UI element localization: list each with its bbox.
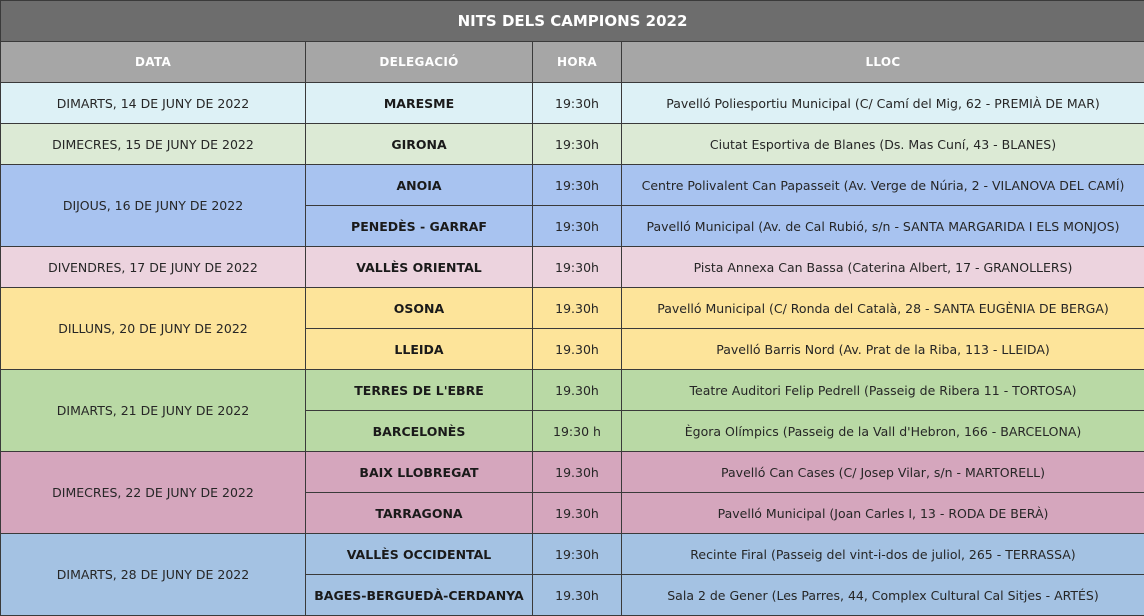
column-header-data: DATA — [1, 42, 306, 83]
time-cell: 19.30h — [533, 329, 622, 370]
time-cell: 19.30h — [533, 370, 622, 411]
time-cell: 19:30h — [533, 534, 622, 575]
time-cell: 19.30h — [533, 575, 622, 616]
time-cell: 19:30h — [533, 206, 622, 247]
time-cell: 19.30h — [533, 452, 622, 493]
place-cell: Centre Polivalent Can Papasseit (Av. Verge de Núria, 2 - VILANOVA DEL CAMÍ) — [622, 165, 1144, 206]
date-cell: DIMARTS, 21 DE JUNY DE 2022 — [1, 370, 306, 452]
table-row — [1, 83, 1144, 124]
place-cell: Ègora Olímpics (Passeig de la Vall d'Hebron, 166 - BARCELONA) — [622, 411, 1144, 452]
date-cell: DIMARTS, 14 DE JUNY DE 2022 — [1, 83, 306, 124]
delegation-cell: TERRES DE L'EBRE — [306, 370, 533, 411]
delegation-cell: BARCELONÈS — [306, 411, 533, 452]
place-cell: Pavelló Municipal (Av. de Cal Rubió, s/n - SANTA MARGARIDA I ELS MONJOS) — [622, 206, 1144, 247]
place-cell: Pavelló Can Cases (C/ Josep Vilar, s/n - MARTORELL) — [622, 452, 1144, 493]
table-row — [1, 370, 1144, 411]
delegation-cell: TARRAGONA — [306, 493, 533, 534]
delegation-cell: OSONA — [306, 288, 533, 329]
column-header-hora: HORA — [533, 42, 622, 83]
column-header-delegacio: DELEGACIÓ — [306, 42, 533, 83]
place-cell: Pista Annexa Can Bassa (Caterina Albert, 17 - GRANOLLERS) — [622, 247, 1144, 288]
delegation-cell: LLEIDA — [306, 329, 533, 370]
time-cell: 19:30h — [533, 165, 622, 206]
date-cell: DIMECRES, 15 DE JUNY DE 2022 — [1, 124, 306, 165]
time-cell: 19:30 h — [533, 411, 622, 452]
place-cell: Recinte Firal (Passeig del vint-i-dos de juliol, 265 - TERRASSA) — [622, 534, 1144, 575]
place-cell: Pavelló Barris Nord (Av. Prat de la Riba, 113 - LLEIDA) — [622, 329, 1144, 370]
time-cell: 19.30h — [533, 493, 622, 534]
date-cell: DILLUNS, 20 DE JUNY DE 2022 — [1, 288, 306, 370]
delegation-cell: MARESME — [306, 83, 533, 124]
column-header-lloc: LLOC — [622, 42, 1144, 83]
table-row — [1, 452, 1144, 493]
place-cell: Pavelló Poliesportiu Municipal (C/ Camí del Mig, 62 - PREMIÀ DE MAR) — [622, 83, 1144, 124]
delegation-cell: VALLÈS ORIENTAL — [306, 247, 533, 288]
time-cell: 19:30h — [533, 124, 622, 165]
place-cell: Pavelló Municipal (Joan Carles I, 13 - RODA DE BERÀ) — [622, 493, 1144, 534]
delegation-cell: BAGES-BERGUEDÀ-CERDANYA — [306, 575, 533, 616]
delegation-cell: VALLÈS OCCIDENTAL — [306, 534, 533, 575]
time-cell: 19:30h — [533, 83, 622, 124]
delegation-cell: BAIX LLOBREGAT — [306, 452, 533, 493]
delegation-cell: PENEDÈS - GARRAF — [306, 206, 533, 247]
delegation-cell: ANOIA — [306, 165, 533, 206]
date-cell: DIVENDRES, 17 DE JUNY DE 2022 — [1, 247, 306, 288]
time-cell: 19.30h — [533, 288, 622, 329]
table-row — [1, 247, 1144, 288]
date-cell: DIJOUS, 16 DE JUNY DE 2022 — [1, 165, 306, 247]
table-title: NITS DELS CAMPIONS 2022 — [1, 1, 1144, 42]
place-cell: Teatre Auditori Felip Pedrell (Passeig de Ribera 11 - TORTOSA) — [622, 370, 1144, 411]
date-cell: DIMECRES, 22 DE JUNY DE 2022 — [1, 452, 306, 534]
place-cell: Pavelló Municipal (C/ Ronda del Català, 28 - SANTA EUGÈNIA DE BERGA) — [622, 288, 1144, 329]
table-row — [1, 124, 1144, 165]
table-row — [1, 534, 1144, 575]
delegation-cell: GIRONA — [306, 124, 533, 165]
time-cell: 19:30h — [533, 247, 622, 288]
date-cell: DIMARTS, 28 DE JUNY DE 2022 — [1, 534, 306, 616]
place-cell: Ciutat Esportiva de Blanes (Ds. Mas Cuní, 43 - BLANES) — [622, 124, 1144, 165]
table-row — [1, 165, 1144, 206]
table-row — [1, 288, 1144, 329]
place-cell: Sala 2 de Gener (Les Parres, 44, Complex Cultural Cal Sitjes - ARTÉS) — [622, 575, 1144, 616]
